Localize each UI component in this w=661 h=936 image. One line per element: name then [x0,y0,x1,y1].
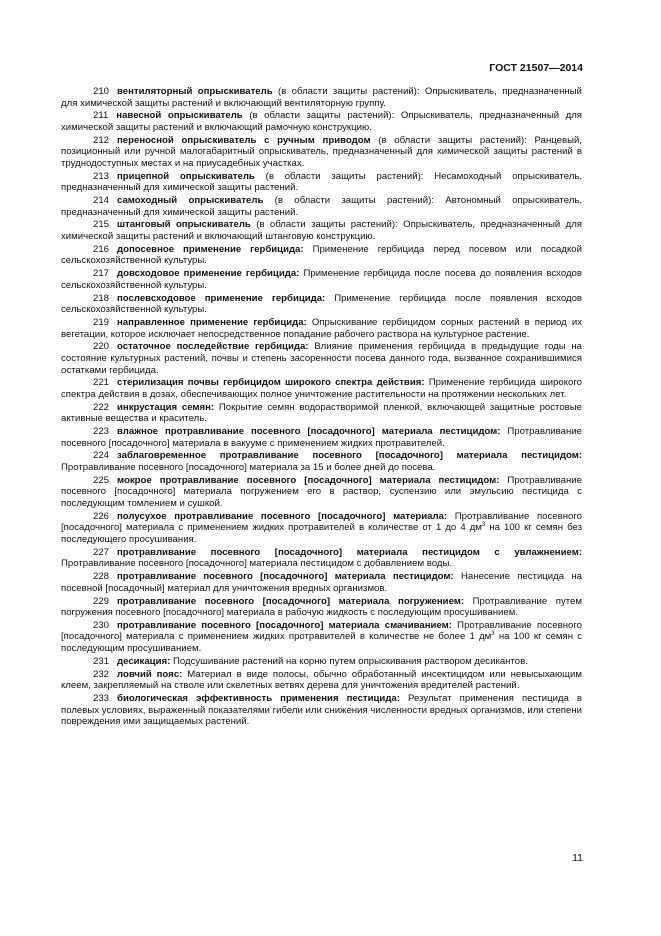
term-number: 216 [93,243,110,255]
term-number: 217 [93,268,110,280]
term-number: 219 [93,316,110,328]
term-entry [61,450,582,473]
term-number: 232 [93,668,110,680]
term-entry [61,219,582,242]
term-definition: Применение гербицида после появления всходов сельскохозяйственной культуры. [61,292,583,316]
term-name: ловчий пояс: [117,668,183,680]
term-definition: (в области защиты растений): Несамоходный опрыскиватель, предназначенный для химической защиты растений. [61,170,582,194]
term-name: прицепной опрыскиватель [117,170,255,182]
term-number: 224 [93,450,110,462]
term-definition: Протравливание посевного [посадочного] материала с применением жидких протравителей в количестве не более 1 дм [61,619,583,643]
term-definition: Опрыскивание гербицидом сорных растений в период их вегетации, которое исключает непосредственное попадание рабочего раствора на культурное растение. [61,316,582,340]
term-number: 212 [93,134,110,146]
term-name: протравливание посевного [посадочного] материала пестицидом: [117,571,454,583]
term-definition: Протравливание посевного [посадочного] материала в вакууме с применением жидких протравителей. [61,426,582,449]
term-definition: Результат применения пестицида в полевых условиях, выраженный показателями гибели или снижения численности вредных организмов, или степени повреждения ими защищаемых растений. [61,693,582,728]
term-entry [61,341,582,376]
term-number: 231 [93,655,110,667]
term-number: 218 [93,292,110,304]
term-definition-continued: на 100 кг семян без последующего просушивания. [61,522,583,545]
term-number: 230 [93,619,110,631]
term-entry [61,547,582,570]
term-name: протравливание посевного [посадочного] материала пестицидом с увлажнением: [117,546,582,558]
term-name: полусухое протравливание посевного [посадочного] материала: [117,510,448,522]
term-entry [61,620,582,655]
term-number: 233 [93,693,110,704]
term-number: 221 [93,377,110,389]
term-name: самоходный опрыскиватель [117,195,264,207]
term-entry [61,377,582,400]
term-definition: (в области защиты растений): Опрыскиватель, предназначенный для химической защиты растений и включающий рамочную конструкцию. [61,110,583,133]
term-name: переносной опрыскиватель с ручным приводом [117,134,371,146]
term-number: 220 [93,341,110,353]
term-definition: Материал в виде полосы, обычно обработанный инсектицидом или невысыхающим клеем, закрепляемый на стволе или скелетных ветвях дерева для уничтожения вредителей растений. [61,668,582,692]
term-definition: Применение гербицида перед посевом или посадкой сельскохозяйственной культуры. [61,243,582,267]
term-number: 226 [93,510,110,522]
term-name: остаточное последействие гербицида: [117,341,309,353]
term-definition: Протравливание посевного [посадочного] материала за 15 и более дней до посева. [61,462,436,474]
term-name: инкрустация семян: [117,401,215,413]
term-number: 215 [93,219,110,231]
term-entry [61,135,582,170]
term-number: 213 [93,170,110,182]
term-name: мокрое протравливание посевного [посадочного] материала пестицидом: [117,474,500,486]
term-number: 223 [93,426,110,438]
term-entry [61,475,582,510]
standard-header: ГОСТ 21507—2014 [489,62,583,74]
term-entry [61,317,582,340]
term-entry [61,669,582,692]
term-number: 227 [93,546,110,558]
term-entry [61,693,582,728]
term-name: протравливание посевного [посадочного] материала погружением: [117,595,465,607]
term-definition: (в области защиты растений): Ранцевый, позиционный или ручной малогабаритный опрыскиватель, предназначенный для химической защиты растений в труднодоступных местах и на приусадебных участках. [61,134,582,169]
term-name: протравливание посевного [посадочного] материала смачиванием: [117,619,452,631]
unit-superscript: 3 [481,522,486,529]
term-entry [61,293,582,316]
term-definition: Протравливание путем погружения посевного [посадочного] материала в рабочую жидкость с последующим просушиванием. [61,595,582,619]
term-entry [61,86,582,109]
term-name: десикация: [117,655,171,667]
term-entry [61,596,582,619]
term-name: стерилизация почвы гербицидом широкого спектра действия: [117,377,425,389]
term-definition: Подсушивание растений на корню путем опрыскивания раствором десикантов. [170,655,528,667]
term-definition: (в области защиты растений): Опрыскиватель, предназначенный для химической защиты растений и включающий штанговую конструкцию. [61,219,583,243]
term-name: навесной опрыскиватель [116,110,243,122]
term-name: довсходовое применение гербицида: [117,268,300,280]
term-entry [61,171,582,194]
term-number: 228 [93,571,110,583]
term-name: направленное применение гербицида: [117,316,307,328]
term-definition: Покрытие семян водорастворимой пленкой, включающей защитные ростовые активные вещества и краситель. [61,401,582,425]
term-definition: Влияние применения гербицида в предыдущие годы на состояние культурных растений, почвы и степень засоренности посева данного года, вызванное сохранившимися остатками гербицида. [61,341,582,376]
term-definition: Применение гербицида широкого спектра действия в дозах, обеспечивающих полное уничтожение растительности на протяжении нескольких лет. [61,377,582,400]
term-definition: Протравливание посевного [посадочного] материала пестицидом с добавлением воды. [61,558,453,570]
term-number: 210 [93,86,110,97]
term-entry [61,656,582,668]
term-entry [61,244,582,267]
term-number: 222 [93,401,110,413]
term-definition: Применение гербицида после посева до появления всходов сельскохозяйственной культуры. [61,268,582,291]
term-name: штанговый опрыскиватель [117,219,251,231]
term-definition: (в области защиты растений): Автономный опрыскиватель, предназначенный для химической защиты растений. [61,195,582,218]
term-entry [61,426,582,449]
term-definition: Нанесение пестицида на посевной [посадочный] материал для уничтожения вредных организмов. [61,571,582,594]
term-number: 211 [93,110,109,122]
term-entry [61,110,582,133]
term-entry [61,511,582,546]
term-definition: (в области защиты растений): Опрыскиватель, предназначенный для химической защиты растений и включающий вентиляторную группу. [61,86,582,109]
term-entry [61,195,582,218]
page-number: 11 [572,852,583,864]
term-name: биологическая эффективность применения пестицида: [117,693,400,704]
term-number: 229 [93,595,110,607]
term-entry [61,268,582,291]
term-number: 214 [93,195,110,207]
terms-list [61,86,582,729]
term-name: послевсходовое применение гербицида: [117,292,326,304]
term-definition: Протравливание посевного [посадочного] материала погружением его в раствор, суспензию или эмульсию пестицида с последующим томлением и сушкой. [61,474,582,509]
term-definition-continued: на 100 кг семян с последующим просушиванием. [61,631,582,655]
term-name: допосевное применение гербицида: [117,243,304,255]
term-number: 225 [93,474,110,486]
term-name: влажное протравливание посевного [посадочного] материала пестицидом: [117,426,501,438]
term-name: заблаговременное протравливание посевного [посадочного] материала пестицидом: [117,450,582,462]
term-definition: Протравливание посевного [посадочного] материала с применением жидких протравителей в количестве от 1 до 4 дм [61,510,582,534]
unit-superscript: 3 [491,631,495,638]
term-entry [61,571,582,594]
term-entry [61,402,582,425]
term-name: вентиляторный опрыскиватель [117,86,273,97]
